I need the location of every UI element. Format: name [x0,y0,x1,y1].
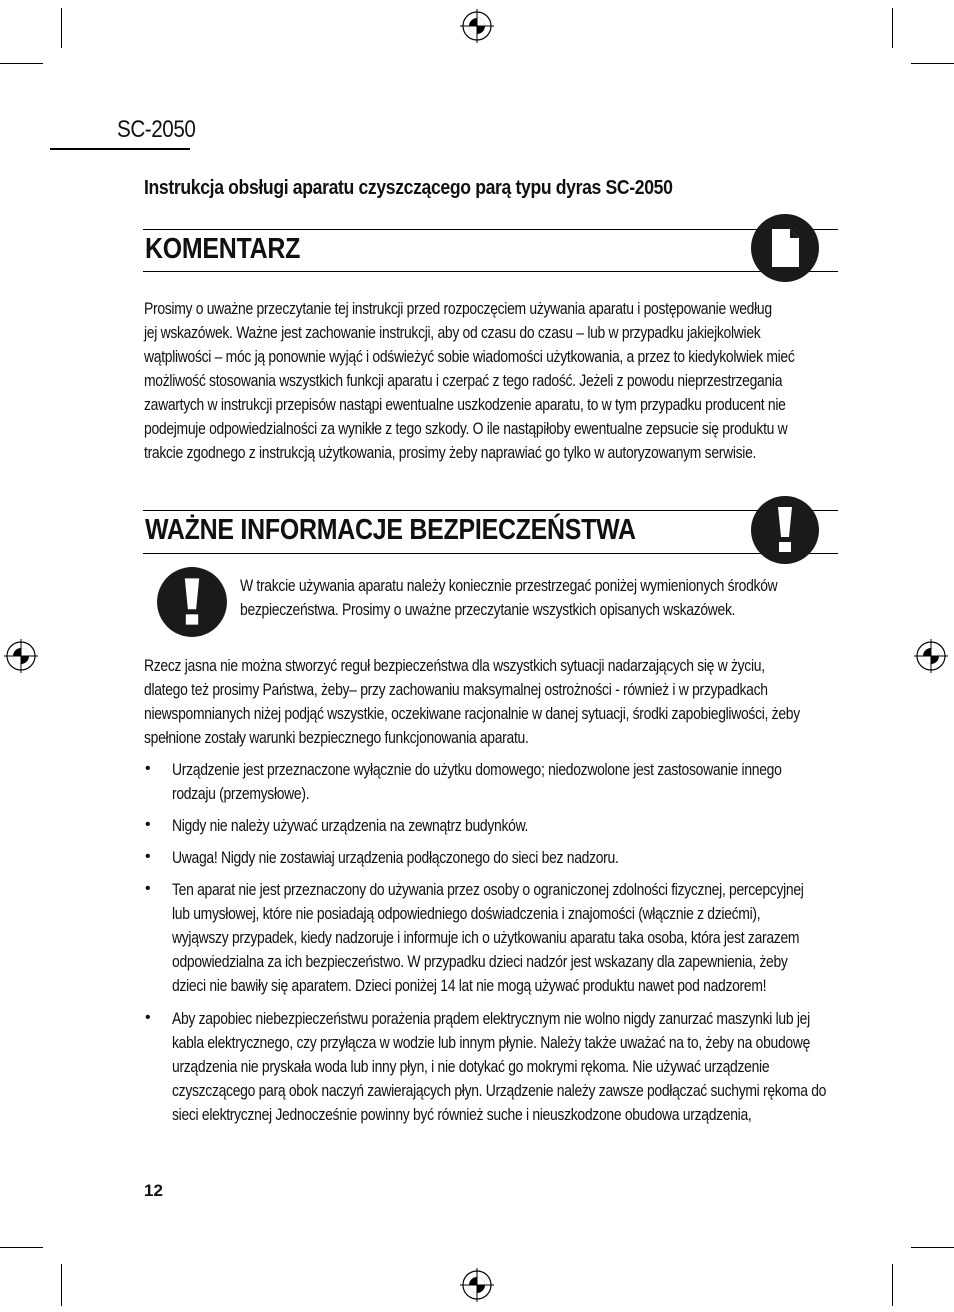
text-line: odpowiedzialna za ich bezpieczeństwo. W przypadku dzieci nadzór jest wskazany dla zapewnienia, żeby [172,953,788,971]
crop-mark [61,1264,62,1306]
text-line: Nigdy nie należy używać urządzenia na zewnątrz budynków. [172,817,529,835]
section-rule-bottom [143,271,838,272]
text-line: kabla elektrycznego, czy przyłącza w wodzie lub innym płynie. Należy także uważać na to, żeby na obudowę [172,1034,811,1052]
exclamation-icon [156,566,228,638]
text-line: dlatego też prosimy Państwa, żeby– przy zachowaniu maksymalnej ostrożności - również i w przypadkach [144,681,768,699]
registration-mark-icon [460,1268,494,1302]
crop-mark [892,8,893,48]
text-line: sieci elektrycznej Jednocześnie powinny być również suche i nieuszkodzone obudowa urządzenia, [172,1106,752,1124]
bullet-item [172,758,782,806]
crop-mark [0,63,43,64]
model-label: SC-2050 [117,116,196,143]
text-line: Urządzenie jest przeznaczone wyłącznie do użytku domowego; niedozwolone jest zastosowanie innego [172,761,782,779]
text-line: trakcie zgodnego z instrukcją użytkowania, prosimy żeby naprawiać go tylko w autoryzowanym serwisie. [144,444,757,462]
text-line: dzieci nie bawiły się aparatem. Dzieci poniżej 14 lat nie mogą używać produktu nawet pod nadzorem! [172,977,767,995]
text-line: Rzecz jasna nie można stworzyć reguł bezpieczeństwa dla wszystkich sytuacji nadarzających się w życiu, [144,657,765,675]
bullet-item [172,1007,826,1127]
crop-mark [911,63,954,64]
section-rule-bottom [143,553,838,554]
text-line: zawartych w instrukcji przepisów nastąpi ewentualne uszkodzenie aparatu, to w tym przypadku producent nie [144,396,786,414]
komentarz-paragraph [144,297,795,465]
bullet-item [172,846,619,870]
text-line: jej wskazówek. Ważne jest zachowanie instrukcji, aby od czasu do czasu – lub w przypadku jakiejkolwiek [144,324,761,342]
text-line: niewspomnianych niżej podjąć wszystkie, oczekiwane racjonalnie w danej sytuacji, środki zapobiegliwości, żeby [144,705,800,723]
bullet-item [172,814,528,838]
text-line: W trakcie używania aparatu należy koniecznie przestrzegać poniżej wymienionych środków [240,577,778,595]
text-line: urządzenia nie pryskała woda lub inny płyn, i nie dotykać go mokrymi rękoma. Nie używać urządzenie [172,1058,770,1076]
text-line: podejmuje odpowiedzialności za wynikłe z tego szkody. O ile nastąpiłoby ewentualne zepsucie się produktu w [144,420,788,438]
section-rule-top [143,510,838,511]
text-line: rodzaju (przemysłowe). [172,785,310,803]
warning-text [240,574,777,622]
section-title-komentarz: KOMENTARZ [145,233,301,265]
text-line: czyszczącego parą obok naczyń zawierających płyn. Urządzenie należy zawsze podłączać suchymi rękoma do [172,1082,827,1100]
document-icon [750,213,820,283]
crop-mark [911,1247,954,1248]
page-number: 12 [144,1181,163,1200]
section-rule-top [143,229,838,230]
text-line: Prosimy o uważne przeczytanie tej instrukcji przed rozpoczęciem używania aparatu i postępowanie według [144,300,772,318]
text-line: lub umysłowej, które nie posiadają odpowiedniego doświadczenia i znajomości (włącznie z dziećmi), [172,905,761,923]
bullet-marker: • [145,880,151,897]
registration-mark-icon [460,9,494,43]
text-line: Aby zapobiec niebezpieczeństwu porażenia prądem elektrycznym nie wolno nigdy zanurzać maszynki lub jej [172,1010,810,1028]
text-line: możliwość stosowania wszystkich funkcji aparatu i czerpać z tego radość. Jeżeli z powodu nieprzestrzegania [144,372,783,390]
crop-mark [0,1247,43,1248]
text-line: wątpliwości – móc ją ponownie wyjąć i odświeżyć sobie wiadomości użytkowania, a przez to kiedykolwiek mieć [144,348,795,366]
bullet-marker: • [145,848,151,865]
registration-mark-icon [914,639,948,673]
text-line: Ten aparat nie jest przeznaczony do używania przez osoby o ograniczonej zdolności fizycznej, percepcyjnej [172,881,804,899]
section-title-safety: WAŻNE INFORMACJE BEZPIECZEŃSTWA [145,514,636,546]
bullet-marker: • [145,816,151,833]
crop-mark [892,1264,893,1306]
text-line: wyjąwszy przypadek, kiedy nadzoruje i informuje ich o użytkowaniu aparatu taka osoba, która jest zarazem [172,929,800,947]
crop-mark [61,8,62,48]
header-rule [50,148,190,150]
bullet-marker: • [145,760,151,777]
bullet-marker: • [145,1009,151,1026]
bullet-item [172,878,804,998]
safety-intro-paragraph [144,654,800,750]
exclamation-icon [750,495,820,565]
text-line: Uwaga! Nigdy nie zostawiaj urządzenia podłączonego do sieci bez nadzoru. [172,849,619,867]
document-title: Instrukcja obsługi aparatu czyszczącego parą typu dyras SC-2050 [144,177,673,199]
text-line: spełnione zostały warunki bezpiecznego funkcjonowania aparatu. [144,729,529,747]
text-line: bezpieczeństwa. Prosimy o uważne przeczytanie wszystkich opisanych wskazówek. [240,601,736,619]
registration-mark-icon [4,639,38,673]
